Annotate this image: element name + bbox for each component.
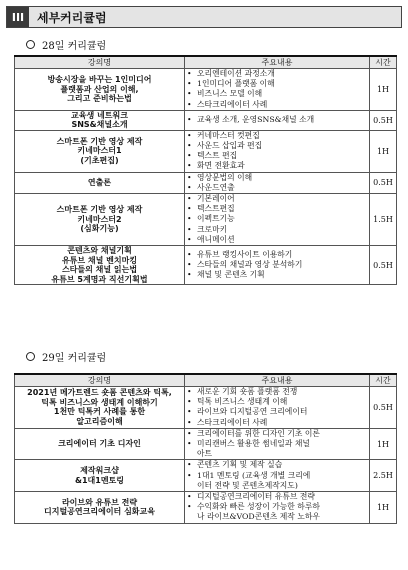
course-title-line: 유튜브 채널 벤치마킹	[61, 255, 138, 265]
table-row	[15, 387, 397, 429]
circle-bullet-icon	[26, 352, 35, 361]
course-content	[185, 460, 370, 492]
content-item: • 라이브와 디지털공연 크리에이터	[187, 407, 367, 417]
content-item: • 유튜브 랭킹사이트 이용하기	[187, 250, 367, 260]
course-title-line: 1천만 틱톡커 사례를 통한	[53, 407, 146, 417]
course-duration: 0.5H	[370, 387, 397, 429]
content-item-line: 콘텐츠 기획 및 제작 실습	[197, 460, 283, 470]
course-title-line: 스마트폰 기반 영상 제작	[56, 205, 143, 215]
table-row	[15, 69, 397, 111]
course-title	[15, 194, 185, 246]
course-title-line: (기초편집)	[80, 155, 119, 165]
course-title	[15, 492, 185, 524]
table-row	[15, 460, 397, 492]
course-content	[185, 492, 370, 524]
section-header	[6, 6, 402, 28]
content-item-line: 디지털공연크리에이터 유튜브 전략	[197, 492, 315, 502]
content-item: • 틱톡 비즈니스 생태계 이해	[187, 397, 367, 407]
content-item-line: 나 라이브&VOD콘텐츠 제작 노하우	[197, 512, 320, 522]
content-item: • 채널 및 콘텐츠 기획	[187, 270, 367, 280]
course-duration: 2.5H	[370, 460, 397, 492]
content-item	[187, 439, 367, 459]
day28-title: 28일 커리큘럼	[42, 41, 107, 52]
course-title-line: 플랫폼과 산업의 이해,	[60, 84, 139, 94]
content-item	[187, 460, 367, 470]
table-row	[15, 492, 397, 524]
course-title	[15, 172, 185, 193]
col-content-header: 주요내용	[185, 374, 370, 387]
course-title-line: 키네마스터2	[77, 214, 122, 224]
content-item-line: 미리캔버스 활용한 썸네일과 채널	[197, 439, 310, 449]
col-topic-header: 강의명	[15, 56, 185, 69]
section-number: III	[7, 7, 29, 27]
content-item-line: 이터 전략 및 콘텐츠제작지도)	[197, 480, 298, 490]
course-duration: 0.5H	[370, 246, 397, 285]
content-item: • 영상문법의 이해	[187, 173, 367, 183]
content-item: • 텍스트 편집	[187, 151, 367, 161]
content-item: • 스타들의 채널과 영상 분석하기	[187, 260, 367, 270]
content-item: • 이펙트기능	[187, 214, 367, 224]
course-content	[185, 194, 370, 246]
course-duration: 1H	[370, 492, 397, 524]
content-item: • 기본레이어	[187, 194, 367, 204]
table-row	[15, 110, 397, 130]
course-duration: 0.5H	[370, 172, 397, 193]
course-title-line: 교육생 네트워크	[71, 110, 128, 120]
content-item: • 오리엔테이션 과정소개	[187, 69, 367, 79]
table-header-row	[15, 374, 397, 387]
course-title-line: 콘텐츠와 채널기획	[67, 246, 132, 256]
course-title-line: 크리에이터 기초 디자인	[58, 439, 141, 449]
content-item	[187, 492, 367, 502]
content-item: • 화면 전환효과	[187, 161, 367, 171]
course-title-line: 키네마스터1	[77, 146, 122, 156]
content-item: • 교육생 소개, 운영SNS&채널 소개	[187, 115, 367, 125]
course-title-line: 디지털공연크리에이터 심화교육	[44, 507, 155, 517]
course-title-line: SNS&채널소개	[71, 120, 128, 130]
content-item-line: 아트	[197, 449, 213, 459]
course-duration: 1H	[370, 69, 397, 111]
day28-table	[14, 55, 397, 285]
course-duration: 1.5H	[370, 194, 397, 246]
content-item-line: 수익화와 빠른 성장이 가능한 하루하	[197, 502, 320, 512]
course-title-line: (심화기능)	[80, 224, 119, 234]
course-title-line: 연출론	[87, 178, 112, 188]
content-item: • 사운드 삽입과 편집	[187, 141, 367, 151]
content-item: • 비즈니스 모델 이해	[187, 89, 367, 99]
course-title-line: 스마트폰 기반 영상 제작	[56, 136, 143, 146]
content-item	[187, 429, 367, 439]
content-item: • 스타크리에이터 사례	[187, 418, 367, 428]
course-content	[185, 387, 370, 429]
section-title: 세부커리큘럼	[29, 7, 401, 27]
day29-title: 29일 커리큘럼	[42, 353, 107, 364]
course-content	[185, 172, 370, 193]
course-duration: 1H	[370, 130, 397, 172]
table-row	[15, 130, 397, 172]
course-title-line: 제작워크샵	[80, 466, 119, 476]
table-row	[15, 428, 397, 460]
col-time-header: 시간	[370, 374, 397, 387]
content-item: • 1인미디어 플랫폼 이해	[187, 79, 367, 89]
course-title	[15, 130, 185, 172]
course-content	[185, 110, 370, 130]
course-content	[185, 69, 370, 111]
table-row	[15, 246, 397, 285]
table-header-row	[15, 56, 397, 69]
circle-bullet-icon	[26, 40, 35, 49]
course-duration: 0.5H	[370, 110, 397, 130]
course-content	[185, 246, 370, 285]
day29-heading	[26, 349, 106, 364]
course-title-line: 유튜브 5계명과 직선기획법	[51, 274, 148, 284]
content-item: • 사운드연출	[187, 183, 367, 193]
content-item-line: 크리에이터를 위한 디자인 기초 이론	[197, 428, 320, 438]
table-row	[15, 172, 397, 193]
course-title-line: &1대1멘토링	[74, 475, 125, 485]
course-title	[15, 246, 185, 285]
col-content-header: 주요내용	[185, 56, 370, 69]
course-content	[185, 428, 370, 460]
course-title	[15, 69, 185, 111]
course-title-line: 방송시장을 바꾸는 1인미디어	[47, 75, 152, 85]
content-item: • 크로마키	[187, 225, 367, 235]
day29-table	[14, 373, 397, 524]
course-title-line: 2021년 메가트렌드 숏폼 콘텐츠와 틱톡,	[27, 388, 172, 398]
content-item: • 애니메이션	[187, 235, 367, 245]
course-title-line: 라이브와 유튜브 전략	[61, 497, 138, 507]
table-row	[15, 194, 397, 246]
course-title	[15, 387, 185, 429]
content-item: • 스타크리에이터 사례	[187, 100, 367, 110]
course-content	[185, 130, 370, 172]
content-item: • 새로운 기회 숏폼 플랫폼 전쟁	[187, 387, 367, 397]
day28-heading	[26, 37, 106, 52]
course-title-line: 틱톡 비즈니스와 생태계 이해하기	[41, 397, 158, 407]
content-item: • 커네마스터 컷편집	[187, 131, 367, 141]
course-title-line: 그리고 준비하는법	[67, 94, 132, 104]
content-item	[187, 502, 367, 522]
col-topic-header: 강의명	[15, 374, 185, 387]
course-title	[15, 460, 185, 492]
course-title	[15, 110, 185, 130]
course-title-line: 알고리즘이해	[76, 416, 123, 426]
course-duration: 1H	[370, 428, 397, 460]
content-item	[187, 471, 367, 491]
course-title-line: 스타들의 채널 읽는법	[61, 265, 138, 275]
course-title	[15, 428, 185, 460]
content-item: • 텍스트편집	[187, 204, 367, 214]
content-item-line: 1대1 멘토링 (교육생 개별 크리에	[197, 470, 311, 480]
col-time-header: 시간	[370, 56, 397, 69]
